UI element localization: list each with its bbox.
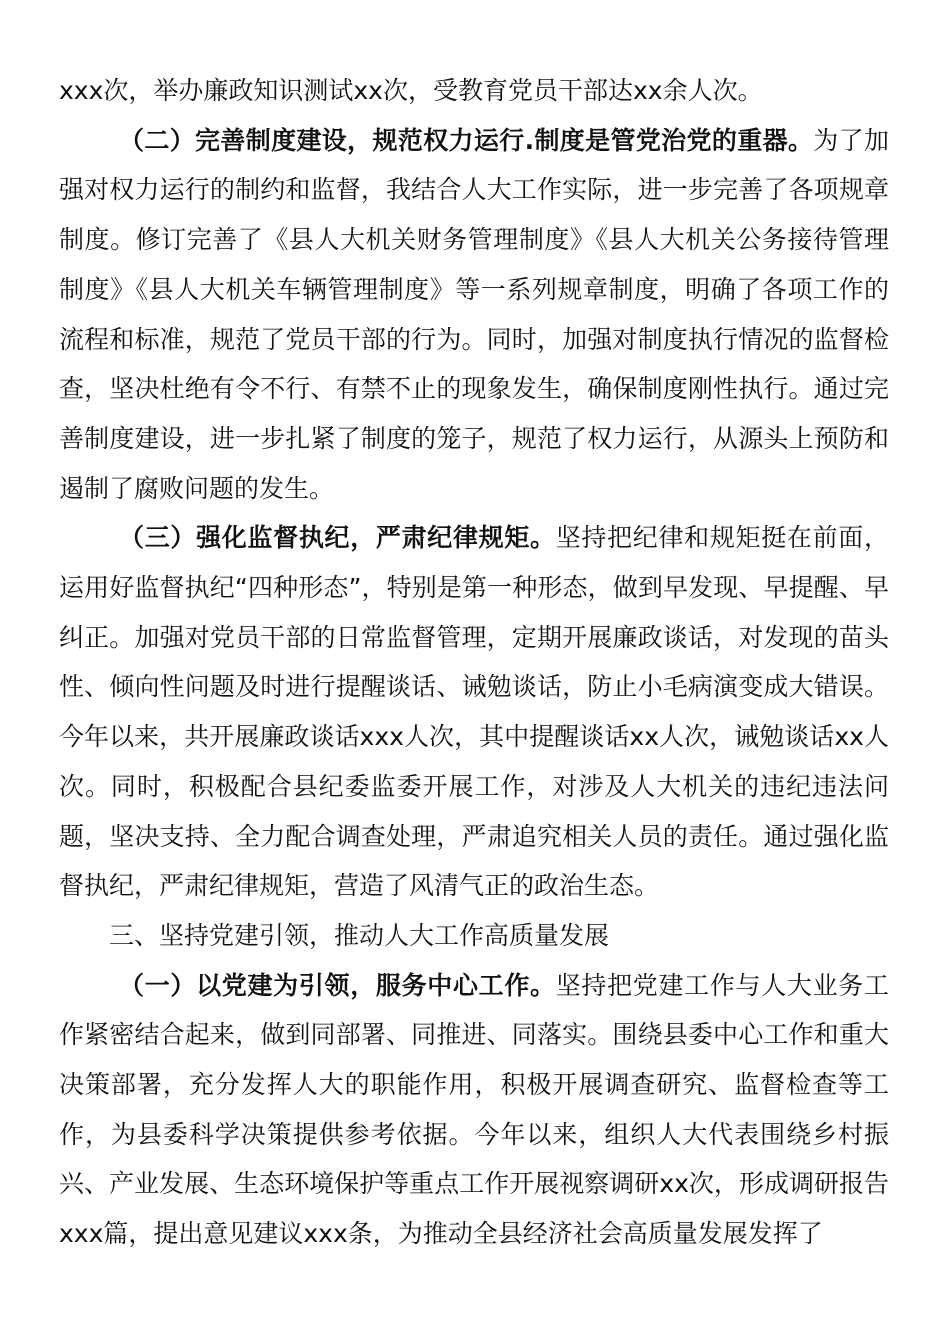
paragraph-training-summary — [59, 66, 889, 116]
paragraph-text: xxx次，举办廉政知识测试xx次，受教育党员干部达xx余人次。 — [59, 76, 763, 105]
section-heading: （三）强化监督执纪，严肃纪律规矩。 — [119, 523, 556, 553]
document-page — [59, 66, 889, 1259]
paragraph-text: 坚持把纪律和规矩挺在前面，运用好监督执纪“四种形态”，特别是第一种形态，做到早发现、早提醒、早纠正。加强对党员干部的日常监督管理，定期开展廉政谈话，对发现的苗头性、倾向性问题及时进行提醒谈话、诫勉谈话，防止小毛病演变成大错误。今年以来，共开展廉政谈话xxx人次，其中提醒谈话xx人次，诫勉谈话xx人次。同时，积极配合县纪委监委开展工作，对涉及人大机关的违纪违法问题，坚决支持、全力配合调查处理，严肃追究相关人员的责任。通过强化监督执纪，严肃纪律规矩，营造了风清气正的政治生态。 — [59, 523, 889, 901]
chapter-heading — [59, 911, 889, 961]
paragraph-party-building-lead — [59, 961, 889, 1259]
paragraph-text: 为了加强对权力运行的制约和监督，我结合人大工作实际，进一步完善了各项规章制度。修订完善了《县人大机关财务管理制度》《县人大机关公务接待管理制度》《县人大机关车辆管理制度》等一系列规章制度，明确了各项工作的流程和标准，规范了党员干部的行为。同时，加强对制度执行情况的监督检查，坚决杜绝有令不行、有禁不止的现象发生，确保制度刚性执行。通过完善制度建设，进一步扎紧了制度的笼子，规范了权力运行，从源头上预防和遏制了腐败问题的发生。 — [59, 125, 889, 503]
paragraph-institution-building — [59, 116, 889, 514]
paragraph-text: 坚持把党建工作与人大业务工作紧密结合起来，做到同部署、同推进、同落实。围绕县委中心工作和重大决策部署，充分发挥人大的职能作用，积极开展调查研究、监督检查等工作，为县委科学决策提供参考依据。今年以来，组织人大代表围绕乡村振兴、产业发展、生态环境保护等重点工作开展视察调研xx次，形成调研报告xxx篇，提出意见建议xxx条，为推动全县经济社会高质量发展发挥了 — [59, 970, 889, 1249]
paragraph-supervision-discipline — [59, 513, 889, 911]
chapter-title: 三、坚持党建引领，推动人大工作高质量发展 — [109, 920, 610, 950]
section-heading: （二）完善制度建设，规范权力运行.制度是管党治党的重器。 — [119, 125, 814, 155]
section-heading: （一）以党建为引领，服务中心工作。 — [119, 970, 556, 1000]
